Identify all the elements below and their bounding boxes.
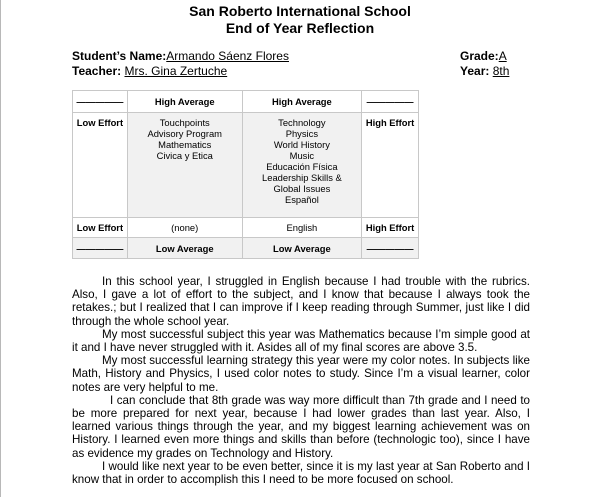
- essay-paragraph: My most successful subject this year was Mathematics because I’m simple good at it and I have never struggled with it. Asides all of my final scores are above 3.5.: [72, 327, 530, 355]
- essay-paragraph: I would like next year to be even better, since it is my last year at San Roberto and I know that in order to accomplish this I need to be more focused on school.: [72, 459, 530, 487]
- subject: Global Issues: [273, 183, 331, 194]
- grid-low-average-row: [73, 218, 419, 238]
- document-title: End of Year Reflection: [225, 20, 375, 36]
- school-name: San Roberto International School: [189, 3, 411, 19]
- low-effort-label: Low Effort: [73, 113, 128, 218]
- essay-paragraph: My most successful learning strategy this year were my color notes. In subjects like Math, History and Physics, I used color notes to study. Since I’m a visual learner, color notes are very helpful to me.: [72, 354, 530, 394]
- student-name-value: Armando Sáenz Flores: [166, 49, 289, 63]
- low-effort-high-average-cell: [127, 113, 242, 218]
- low-effort-label: Low Effort: [73, 218, 128, 238]
- student-name-label: Student’s Name:: [72, 49, 167, 63]
- subject: Technology: [278, 117, 326, 128]
- high-average-header: High Average: [242, 91, 362, 113]
- subject: Physics: [285, 128, 319, 139]
- high-effort-low-average-cell: English: [242, 218, 362, 238]
- grid-corner-dashes: —————: [362, 238, 419, 259]
- low-effort-low-average-cell: (none): [127, 218, 242, 238]
- high-effort-label: High Effort: [362, 218, 419, 238]
- reflection-essay: [72, 275, 530, 486]
- essay-paragraph: In this school year, I struggled in English because I had trouble with the rubrics. Also, I gave a lot of effort to the subject, and I know that because I always took the retakes.; but I realized that I can improve if I keep reading through Summer, just like I did through the whole school year.: [72, 275, 530, 328]
- year-row: [460, 64, 509, 78]
- grade-label: Grade:: [460, 49, 499, 63]
- student-name-row: [72, 49, 386, 63]
- teacher-row: [72, 64, 392, 78]
- high-effort-high-average-cell: [242, 113, 362, 218]
- grid-footer-row: [73, 238, 419, 259]
- year-label: Year:: [460, 64, 490, 78]
- subject: Mathematics: [158, 139, 212, 150]
- high-effort-label: High Effort: [362, 113, 419, 218]
- teacher-value: Mrs. Gina Zertuche: [124, 64, 228, 78]
- subject: World History: [273, 139, 330, 150]
- subject: Music: [289, 150, 315, 161]
- teacher-label: Teacher:: [72, 64, 122, 78]
- effort-average-grid: [72, 90, 419, 259]
- grid-high-average-row: [73, 113, 419, 218]
- subject: Leadership Skills &: [262, 172, 342, 183]
- grid-corner-dashes: —————: [73, 91, 128, 113]
- grade-value: A: [498, 49, 507, 63]
- low-average-footer: Low Average: [127, 238, 242, 259]
- grid-corner-dashes: —————: [362, 91, 419, 113]
- grid-header-row: [73, 91, 419, 113]
- subject: Advisory Program: [147, 128, 222, 139]
- grade-row: [460, 49, 507, 63]
- subject: Touchpoints: [159, 117, 210, 128]
- subject: Español: [284, 194, 319, 205]
- grid-corner-dashes: —————: [73, 238, 128, 259]
- high-average-header: High Average: [127, 91, 242, 113]
- low-average-footer: Low Average: [242, 238, 362, 259]
- subject: Educación Física: [266, 161, 338, 172]
- year-value: 8th: [492, 64, 510, 78]
- essay-paragraph: I can conclude that 8th grade was way more difficult than 7th grade and I need to be more prepared for next year, because I had lower grades than last year. Also, I learned various things through the year, and my biggest learning achievement was on History. I learned even more things and skills than before (technologic too), since I have as evidence my grades on Technology and History.: [72, 393, 530, 460]
- page-edge: [0, 0, 1, 497]
- subject: Civica y Etica: [156, 150, 213, 161]
